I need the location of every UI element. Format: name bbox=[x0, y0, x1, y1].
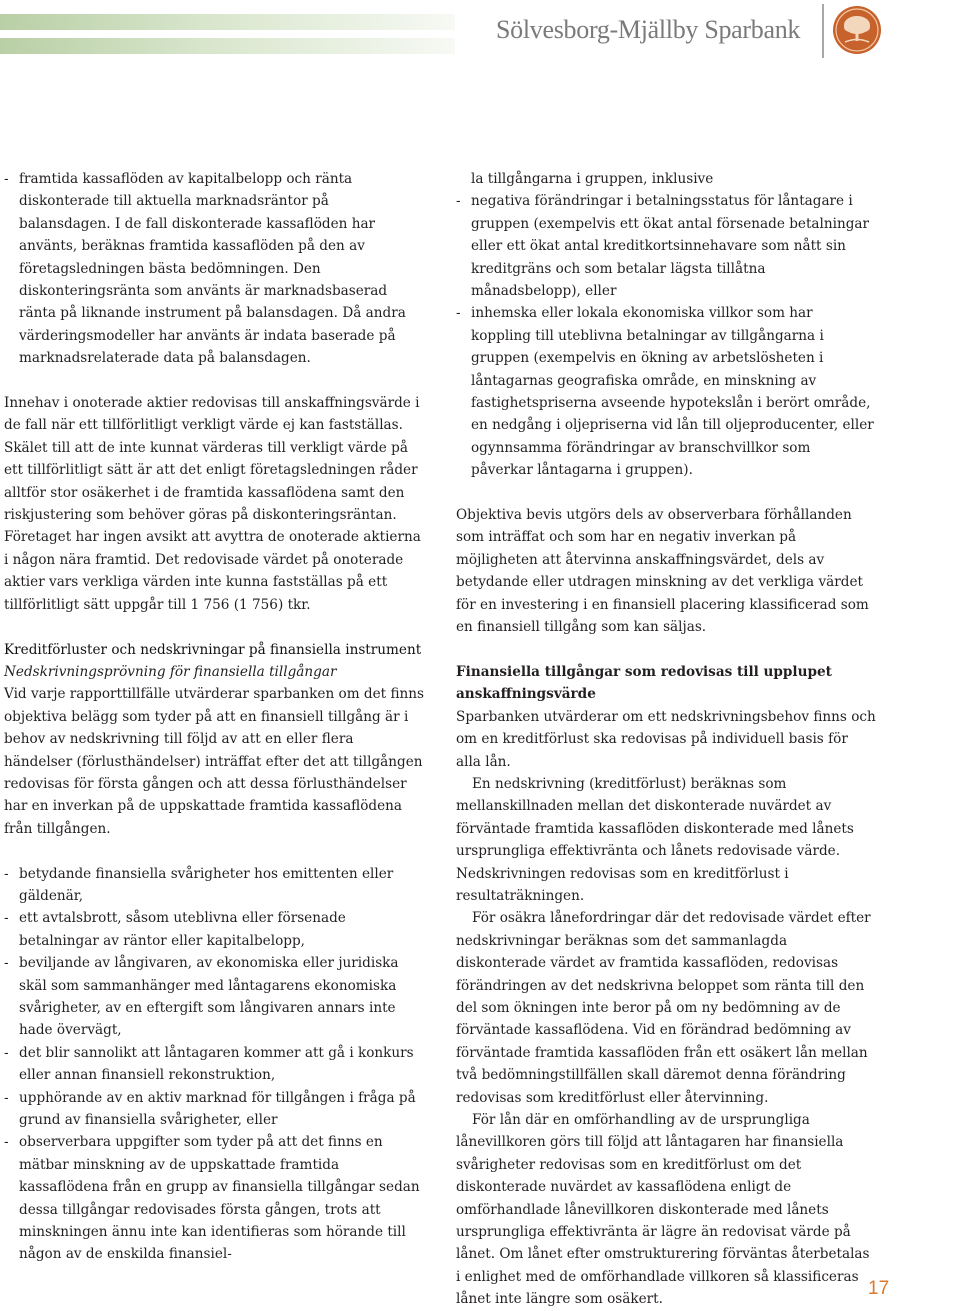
paragraph: En nedskrivning (kreditförlust) beräknas som mellanskillnaden mellan det diskonterade nuvärdet av förväntade framtida kassaflöden diskonterade med lånets ursprungliga effektivränta och lånets redovisade värde. Nedskrivningen redovisas som en kreditförlust i resultaträkningen. bbox=[456, 775, 854, 904]
tree-seal-icon bbox=[831, 4, 883, 56]
list-item-text: inhemska eller lokala ekonomiska villkor som har koppling till uteblivna betalningar av tillgångarna i gruppen (exempelvis en ökning av arbetslösheten i låntagarnas geografiska område, en minskning av fastighetspriserna avseende hypotekslån i berört område, en nedgång i oljepriserna vid lån till oljeproducenter, eller ogynnsamma förändringar av branschvillkor som påverkar låntagarna i gruppen). bbox=[471, 305, 874, 479]
page-number: 17 bbox=[868, 1278, 890, 1299]
list-item-text: upphörande av en aktiv marknad för tillgången i fråga på grund av finansiella svårigheter, eller bbox=[19, 1089, 416, 1129]
list-item-text: framtida kassaflöden av kapitalbelopp och ränta diskonterade till aktuella marknadsräntor på balansdagen. I de fall diskonterade kassaflöden har använts, beräknas framtida kassaflöden på den av företagsledningen bästa bedömningen. Den diskonteringsränta som använts är marknadsbaserad ränta på liknande instrument på balansdagen. Då andra värderingsmodeller har använts är indata baserade på marknadsrelaterade data på balansdagen. bbox=[19, 171, 406, 367]
section-heading: Finansiella tillgångar som redovisas till upplupet anskaffningsvärde bbox=[456, 663, 832, 703]
list-item-text: negativa förändringar i betalningsstatus för låntagare i gruppen (exempelvis ett ökat antal försenade betalningar eller ett ökat antal kreditkortsinnehavare som nått sin kreditgräns och som betalar lägsta tillåtna månadsbelopp), eller bbox=[471, 193, 870, 300]
header-divider bbox=[822, 4, 824, 58]
paragraph: Sparbanken utvärderar om ett nedskrivningsbehov finns och om en kreditförlust ska redovisas på individuell basis för alla lån. bbox=[456, 708, 876, 770]
header-band bbox=[0, 0, 960, 62]
list-item: - inhemska eller lokala ekonomiska villkor som har koppling till uteblivna betalningar av tillgångarna i gruppen (exempelvis en ökning av arbetslösheten i låntagarnas geografiska område, en minskning av fastighetspriserna avseende hypotekslån i berört område, en nedgång i oljepriserna vid lån till oljeproducenter, eller ogynnsamma förändringar av branschvillkor som påverkar låntagarna i gruppen). bbox=[456, 302, 876, 481]
list-item-text: beviljande av långivaren, av ekonomiska eller juridiska skäl som sammanhänger med låntagarens ekonomiska svårigheter, av en eftergift som långivaren annars inte hade övervägt, bbox=[19, 955, 399, 1039]
list-item: - betydande finansiella svårigheter hos emittenten eller gäldenär, bbox=[4, 863, 424, 908]
list-item: - upphörande av en aktiv marknad för tillgången i fråga på grund av finansiella svårigheter, eller bbox=[4, 1087, 424, 1132]
list-item: - ett avtalsbrott, såsom uteblivna eller försenade betalningar av räntor eller kapitalbelopp, bbox=[4, 907, 424, 952]
left-column bbox=[4, 168, 424, 1266]
list-item: - negativa förändringar i betalningsstatus för låntagare i gruppen (exempelvis ett ökat antal försenade betalningar eller ett ökat antal kreditkortsinnehavare som nått sin kreditgräns och som betalar lägsta tillåtna månadsbelopp), eller bbox=[456, 190, 876, 302]
list-continuation: la tillgångarna i gruppen, inklusive bbox=[471, 171, 714, 187]
paragraph: Vid varje rapporttillfälle utvärderar sparbanken om det finns objektiva belägg som tyder på att en finansiell tillgång är i behov av nedskrivning till följd av att en eller flera händelser (förlusthändelser) inträffat efter det att tillgången redovisas för första gången och att dessa förlusthändelser har en inverkan på de uppskattade framtida kassaflödena från tillgången. bbox=[4, 686, 425, 837]
list-item: - det blir sannolikt att låntagaren kommer att gå i konkurs eller annan finansiell rekonstruktion, bbox=[4, 1042, 424, 1087]
right-column bbox=[456, 168, 876, 1311]
paragraph: För lån där en omförhandling av de ursprungliga lånevillkoren görs till följd att låntagaren har finansiella svårigheter redovisas som en kreditförlust om det diskonterade nuvärdet av kassaflödena enligt de omförhandlade lånevillkoren diskonterade med lånets ursprungliga effektivränta är lägre än redovisat värde på lånet. Om lånet efter omstrukturering förväntas återbetalas i enlighet med de omförhandlade villkoren så klassificeras lånet inte längre som osäkert. bbox=[456, 1112, 870, 1308]
section-subheading: Nedskrivningsprövning för finansiella tillgångar bbox=[4, 663, 337, 680]
section-heading: Kreditförluster och nedskrivningar på finansiella instrument bbox=[4, 641, 422, 658]
header-green-bar-bottom bbox=[0, 38, 455, 54]
list-item: - framtida kassaflöden av kapitalbelopp och ränta diskonterade till aktuella marknadsräntor på balansdagen. I de fall diskonterade kassaflöden har använts, beräknas framtida kassaflöden på den av företagsledningen bästa bedömningen. Den diskonteringsränta som använts är marknadsbaserad ränta på liknande instrument på balansdagen. Då andra värderingsmodeller har använts är indata baserade på marknadsrelaterade data på balansdagen. bbox=[4, 168, 424, 370]
bank-name: Sölvesborg-Mjällby Sparbank bbox=[496, 15, 801, 44]
header-green-bar-top bbox=[0, 14, 455, 30]
paragraph: Objektiva bevis utgörs dels av observerbara förhållanden som inträffat och som har en negativ inverkan på möjligheten att återvinna anskaffningsvärdet, dels av betydande eller utdragen minskning av det verkliga värdet för en investering i en finansiell placering klassificerad som en finansiell tillgång som kan säljas. bbox=[456, 507, 869, 636]
list-item-text: observerbara uppgifter som tyder på att det finns en mätbar minskning av de uppskattade framtida kassaflödena från en grupp av finansiella tillgångar sedan dessa tillgångar redovisades första gången, trots att minskningen ännu inte kan identifieras som hörande till någon av de enskilda finansiel- bbox=[19, 1134, 420, 1263]
paragraph: Innehav i onoterade aktier redovisas till anskaffningsvärde i de fall när ett tillförlitligt verkligt värde ej kan fastställas. Skälet till att de inte kunnat värderas till verkligt värde på ett tillförlitligt sätt är att det enligt företagsledningen råder alltför stor osäkerhet i de framtida kassaflödena samt den riskjustering som behöver göras på diskonteringsräntan. Företaget har ingen avsikt att avyttra de onoterade aktierna i någon nära framtid. Det redovisade värdet på onoterade aktier vars verkliga värden inte kunna fastställas på ett tillförlitligt sätt uppgår till 1 756 (1 756) tkr. bbox=[4, 395, 421, 613]
list-item-text: det blir sannolikt att låntagaren kommer att gå i konkurs eller annan finansiell rekonstruktion, bbox=[19, 1044, 414, 1084]
list-item-text: betydande finansiella svårigheter hos emittenten eller gäldenär, bbox=[19, 865, 394, 904]
list-item: - beviljande av långivaren, av ekonomiska eller juridiska skäl som sammanhänger med låntagarens ekonomiska svårigheter, av en eftergift som långivaren annars inte hade övervägt, bbox=[4, 952, 424, 1042]
list-item-text: ett avtalsbrott, såsom uteblivna eller försenade betalningar av räntor eller kapitalbelopp, bbox=[19, 910, 346, 949]
paragraph: För osäkra lånefordringar där det redovisade värdet efter nedskrivningar beräknas som det sammanlagda diskonterade värdet av framtida kassaflöden, redovisas förändringen av det nedskrivna beloppet som ränta till den del som ökningen inte beror på om ny bedömning av de förväntade kassaflödena. Vid en förändrad bedömning av förväntade framtida kassaflöden från ett osäkert lån mellan två bedömningstillfällen skall däremot denna förändring redovisas som kreditförlust eller återvinning. bbox=[456, 910, 871, 1106]
list-item: - observerbara uppgifter som tyder på att det finns en mätbar minskning av de uppskattade framtida kassaflödena från en grupp av finansiella tillgångar sedan dessa tillgångar redovisades första gången, trots att minskningen ännu inte kan identifieras som hörande till någon av de enskilda finansiel- bbox=[4, 1131, 424, 1265]
